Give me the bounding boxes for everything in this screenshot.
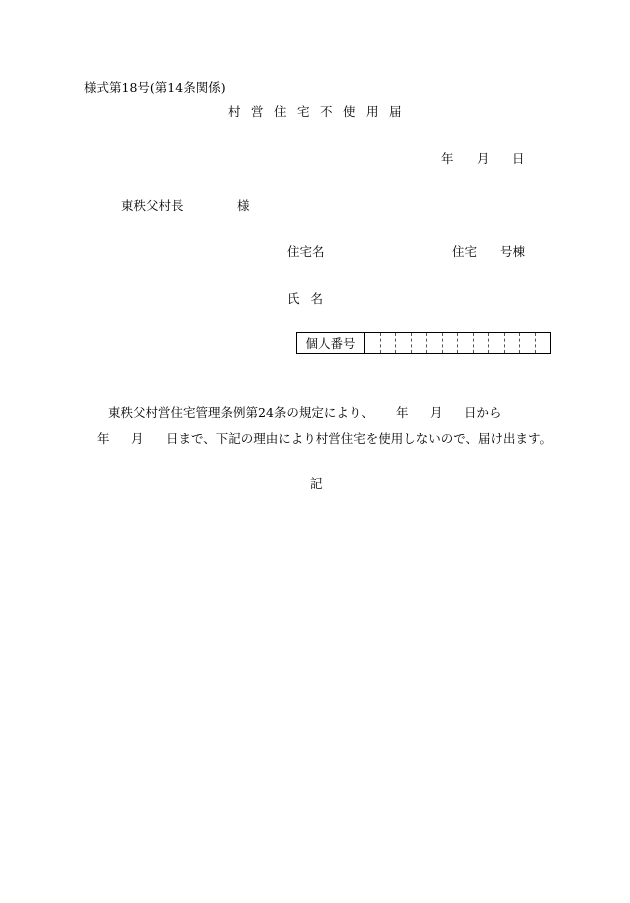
individual-number-digit-cell[interactable] bbox=[505, 333, 521, 353]
individual-number-label: 個人番号 bbox=[297, 333, 365, 353]
addressee: 東秩父村長 bbox=[121, 198, 184, 213]
individual-number-digit-cell[interactable] bbox=[427, 333, 443, 353]
applicant-name-label: 氏名 bbox=[287, 291, 335, 306]
body-start-year-label: 年 bbox=[396, 405, 409, 420]
form-number: 様式第18号(第14条関係) bbox=[84, 80, 226, 95]
individual-number-digit-cell[interactable] bbox=[396, 333, 412, 353]
body-text-line2: 日まで、下記の理由により村営住宅を使用しないので、届け出ます。 bbox=[166, 431, 553, 446]
individual-number-digit-cell[interactable] bbox=[520, 333, 536, 353]
date-day-label: 日 bbox=[512, 151, 525, 166]
body-text-line1: 東秩父村営住宅管理条例第24条の規定により、 bbox=[108, 405, 374, 420]
individual-number-digit-cell[interactable] bbox=[381, 333, 397, 353]
body-start-day-label: 日から bbox=[464, 405, 502, 420]
individual-number-field[interactable] bbox=[296, 332, 551, 354]
date-month-label: 月 bbox=[477, 151, 490, 166]
ki-heading: 記 bbox=[310, 476, 323, 491]
body-end-month-label: 月 bbox=[131, 431, 144, 446]
individual-number-digit-cell[interactable] bbox=[458, 333, 474, 353]
individual-number-digit-cell[interactable] bbox=[412, 333, 428, 353]
individual-number-digit-cell[interactable] bbox=[365, 333, 381, 353]
individual-number-digit-cell[interactable] bbox=[536, 333, 551, 353]
individual-number-digit-cell[interactable] bbox=[443, 333, 459, 353]
individual-number-digit-cell[interactable] bbox=[489, 333, 505, 353]
date-year-label: 年 bbox=[441, 151, 454, 166]
housing-building-label: 号棟 bbox=[500, 244, 526, 259]
addressee-honorific: 様 bbox=[237, 198, 250, 213]
housing-name-label: 住宅名 bbox=[287, 244, 325, 259]
individual-number-digit-cell[interactable] bbox=[474, 333, 490, 353]
document-title: 村営住宅不使用届 bbox=[228, 104, 413, 119]
housing-unit-label: 住宅 bbox=[452, 244, 478, 259]
body-start-month-label: 月 bbox=[430, 405, 443, 420]
body-end-year-label: 年 bbox=[97, 431, 110, 446]
